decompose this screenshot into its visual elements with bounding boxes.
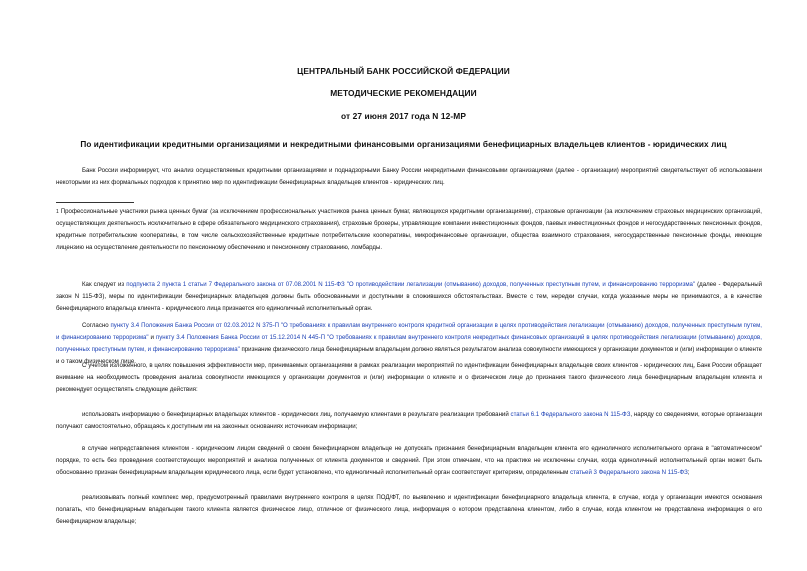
footnote-text: Профессиональные участники рынка ценных бумаг (за исключением профессиональных участников рынка ценных бумаг, являющихся кредитными организациями), страховые организации (за исключением страховых медицинских организаций, осуществляющих деятельность исключительно в сфере обязательного медицинского страхования), страховые брокеры, управляющие компании инвестиционных фондов, паевых инвестиционных фондов и негосударственных пенсионных фондов, кредитные потребительские кооперативы, в том числе сельскохозяйственные кредитные потребительские кооперативы, микрофинансовые организации, общества взаимного страхования, негосударственные пенсионные фонды, имеющие лицензию на осуществление деятельности по пенсионному обеспечению и пенсионному страхованию, ломбарды. (56, 208, 762, 251)
link-regulation-445p[interactable]: пункту 3.4 Положения Банка России от 15.12.2014 N 445-П "О требованиях к правилам внутреннего контроля некредитных финансовых организаций в целях противодействия легализации (отмыванию) доходов, полученных преступным путем, и финансированию терроризма" (56, 334, 762, 353)
link-law-115fz-art3[interactable]: статьей 3 Федерального закона N 115-ФЗ (570, 469, 688, 476)
issuer-title: ЦЕНТРАЛЬНЫЙ БАНК РОССИЙСКОЙ ФЕДЕРАЦИИ (297, 66, 510, 76)
document-date: от 27 июня 2017 года N 12-МР (340, 111, 467, 121)
paragraph-6: реализовывать полный комплекс мер, предусмотренный правилами внутреннего контроля в целях ПОД/ФТ, по выявлению и идентификации бенефициарного владельца клиента, в случае, когда у организации имеются основания полагать, что бенефициарным владельцем такого клиента является физическое лицо, отличное от физического лица, информация о котором представлена клиентом, либо в случае, когда клиентом не представлена информация о его бенефициарном владельце; (56, 494, 762, 525)
footnote-mark: 1 (56, 209, 59, 215)
paragraph-3: С учетом изложенного, в целях повышения эффективности мер, принимаемых организациями в рамках реализации мероприятий по идентификации бенефициарных владельцев своих клиентов - юридических лиц, Банк России обращает внимание на необходимость проведения анализа совокупности имеющихся у организации документов и (или) информации о клиенте и о физическом лице до признания такого физического лица бенефициарным владельцем клиента и рекомендует осуществлять следующие действия: (56, 362, 762, 393)
link-law-115fz-art6-1[interactable]: статьи 6.1 Федерального закона N 115-ФЗ (510, 411, 631, 418)
paragraph-1-text-end: (далее - Федеральный закон N 115-ФЗ), меры по идентификации бенефициарных владельцев должны быть обоснованными и доступными в сложившихся обстоятельствах. Вместе с тем, нередки случаи, когда указанные меры не принимаются, а в качестве бенефициарного владельца клиента - юридического лица признается его единоличный исполнительный орган. (56, 281, 762, 312)
paragraph-2-text-end: признание физического лица бенефициарным владельцем должно являться результатом анализа совокупности имеющихся у организации документов и (или) информации о клиенте и о таком физическом лице. (56, 346, 762, 365)
paragraph-5-text-end: ; (687, 469, 690, 476)
link-regulation-375p[interactable]: пункту 3.4 Положения Банка России от 02.03.2012 N 375-П "О требованиях к правилам внутреннего контроля кредитной организации в целях противодействия легализации (отмыванию) доходов, полученных преступным путем, и финансированию терроризма" (56, 322, 762, 341)
intro-paragraph: Банк России информирует, что анализ осуществляемых кредитными организациями и поднадзорными Банку России некредитными финансовыми организациями (далее - организации) мероприятий свидетельствует об использовании некоторыми из них формальных подходов к принятию мер по идентификации бенефициарных владельцев клиентов - юридических лиц. (56, 167, 762, 186)
paragraph-2-text: Согласно (82, 322, 111, 329)
link-law-115fz-art7[interactable]: подпункта 2 пункта 1 статьи 7 Федерального закона от 07.08.2001 N 115-ФЗ "О противодействии легализации (отмыванию) доходов, полученных преступным путем, и финансированию терроризма" (126, 281, 696, 288)
paragraph-4-text-end: , наряду со сведениями, которые организации получают самостоятельно, обращаясь к доступным им на законных основаниях источникам информации; (56, 411, 762, 430)
paragraph-4 (56, 409, 762, 433)
paragraph-5-text: в случае непредставления клиентом - юридическим лицом сведений о своем бенефициарном владельце не допускать признания бенефициарным владельцем клиента его единоличного исполнительного органа в "автоматическом" порядке, то есть без проведения соответствующих мероприятий и анализа полученных от клиента документов и сведений. При этом отмечаем, что на практике не исключены случаи, когда единоличный исполнительный орган может быть обоснованно признан бенефициарным владельцем юридического лица, если будет установлено, что единоличный исполнительный орган соответствует критериям, определенным (56, 445, 762, 476)
paragraph-1 (56, 279, 762, 315)
document-type: МЕТОДИЧЕСКИЕ РЕКОМЕНДАЦИИ (330, 88, 477, 98)
paragraph-1-text: Как следует из (82, 281, 127, 288)
paragraph-2-text-mid: и (148, 334, 156, 341)
paragraph-5 (56, 443, 762, 479)
footnote (56, 206, 762, 254)
paragraph-4-text: использовать информацию о бенефициарных владельцах клиентов - юридических лиц, получаемую клиентами в результате реализации требований (82, 411, 511, 418)
footnote-separator (56, 202, 134, 203)
document-subject: По идентификации кредитными организациями и некредитными финансовыми организациями бенефициарных владельцев клиентов - юридических лиц (80, 140, 727, 149)
